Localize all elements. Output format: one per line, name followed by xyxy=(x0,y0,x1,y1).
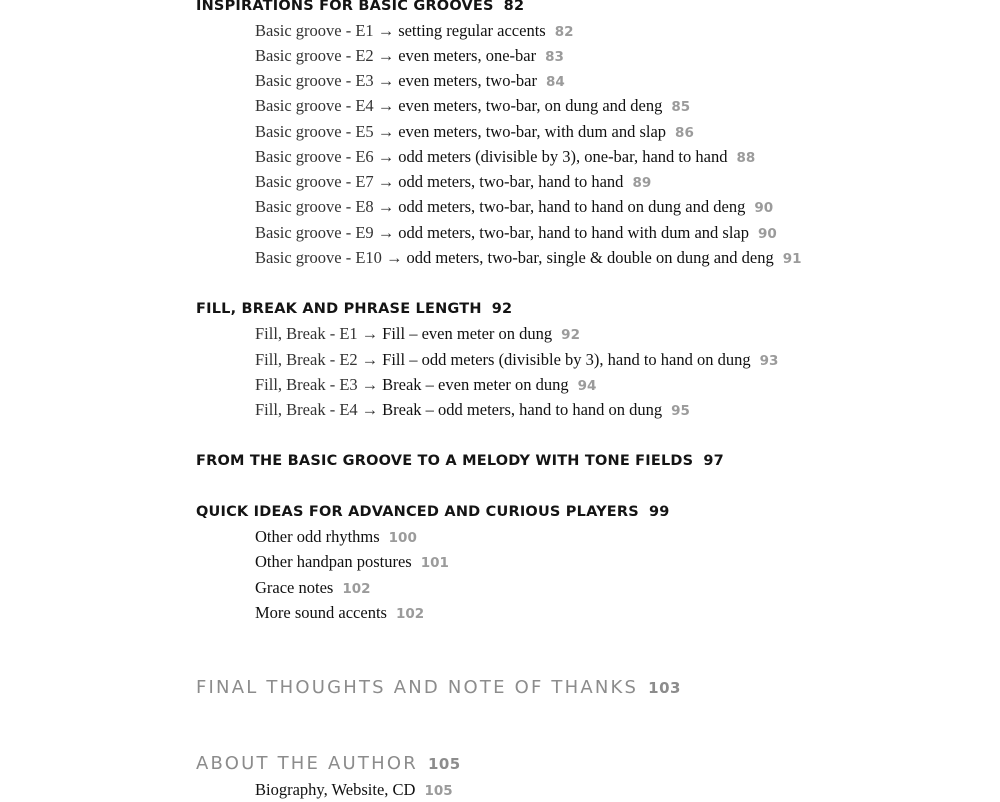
page-number: 82 xyxy=(554,24,574,40)
toc-entry xyxy=(255,551,449,574)
entry-prefix: Basic groove - E7 xyxy=(255,172,374,191)
entry-prefix: Basic groove - E9 xyxy=(255,223,374,242)
toc-entry xyxy=(255,323,580,346)
page-number: 99 xyxy=(648,504,670,520)
section-heading xyxy=(196,299,512,319)
section-heading-text: FILL, BREAK AND PHRASE LENGTH xyxy=(196,301,482,317)
entry-title: Other odd rhythms xyxy=(255,527,380,546)
page-number: 90 xyxy=(754,200,774,216)
page-number: 92 xyxy=(491,301,513,317)
entry-title: Fill – odd meters (divisible by 3), hand to hand on dung xyxy=(382,350,751,369)
entry-title: Fill – even meter on dung xyxy=(382,324,553,343)
arrow-icon: → xyxy=(361,400,379,419)
toc-entry xyxy=(255,146,755,169)
page-number: 89 xyxy=(632,175,652,191)
page-number: 97 xyxy=(703,453,724,469)
section-heading-text: FROM THE BASIC GROOVE TO A MELODY WITH TONE FIELDS xyxy=(196,453,694,469)
toc-entry xyxy=(255,45,564,68)
toc-entry xyxy=(255,349,778,372)
entry-prefix: Fill, Break - E1 xyxy=(255,324,358,343)
entry-title: Other handpan postures xyxy=(255,552,412,571)
page-number: 88 xyxy=(736,150,756,166)
page-number: 102 xyxy=(395,606,425,622)
arrow-icon: → xyxy=(377,147,395,166)
entry-prefix: Fill, Break - E4 xyxy=(255,400,358,419)
section-heading xyxy=(196,451,724,471)
toc-entry xyxy=(255,247,802,270)
toc-entry xyxy=(255,171,651,194)
entry-prefix: Basic groove - E6 xyxy=(255,147,374,166)
toc-entry xyxy=(255,121,694,144)
entry-title: even meters, two-bar, with dum and slap xyxy=(398,122,667,141)
arrow-icon: → xyxy=(361,375,379,394)
page-number: 86 xyxy=(675,125,694,141)
toc-entry xyxy=(255,374,596,397)
entry-title: Biography, Website, CD xyxy=(255,780,416,799)
entry-title: setting regular accents xyxy=(398,21,546,40)
page-number: 101 xyxy=(420,555,449,571)
page-number: 90 xyxy=(758,226,777,242)
toc-entry xyxy=(255,20,574,43)
page-number: 105 xyxy=(424,783,453,799)
arrow-icon: → xyxy=(377,21,395,40)
section-heading xyxy=(196,0,524,16)
page-number: 91 xyxy=(782,251,802,267)
entry-prefix: Basic groove - E10 xyxy=(255,248,382,267)
entry-prefix: Basic groove - E3 xyxy=(255,71,374,90)
arrow-icon: → xyxy=(377,122,395,141)
page-number: 95 xyxy=(671,403,690,419)
arrow-icon: → xyxy=(377,197,395,216)
page-number: 94 xyxy=(577,378,597,394)
arrow-icon: → xyxy=(377,172,395,191)
section-heading-text: QUICK IDEAS FOR ADVANCED AND CURIOUS PLAYERS xyxy=(196,504,639,520)
toc-entry xyxy=(255,526,417,549)
entry-title: odd meters, two-bar, hand to hand on dung and deng xyxy=(398,197,746,216)
entry-title: even meters, two-bar, on dung and deng xyxy=(398,96,663,115)
entry-title: Grace notes xyxy=(255,578,334,597)
entry-prefix: Fill, Break - E2 xyxy=(255,350,358,369)
toc-entry xyxy=(255,222,777,245)
page-number: 82 xyxy=(503,0,525,14)
entry-title: even meters, two-bar xyxy=(398,71,538,90)
page-number: 100 xyxy=(388,530,417,546)
arrow-icon: → xyxy=(361,324,379,343)
page-number: 105 xyxy=(427,755,461,773)
entry-title: Break – even meter on dung xyxy=(382,375,569,394)
entry-prefix: Fill, Break - E3 xyxy=(255,375,358,394)
page-number: 84 xyxy=(546,74,565,90)
arrow-icon: → xyxy=(377,223,395,242)
chapter-heading xyxy=(196,752,461,776)
page-number: 92 xyxy=(561,327,580,343)
toc-entry xyxy=(255,196,773,219)
page-number: 102 xyxy=(342,581,371,597)
entry-title: Break – odd meters, hand to hand on dung xyxy=(382,400,663,419)
toc-entry xyxy=(255,95,690,118)
page-number: 85 xyxy=(671,99,691,115)
toc-entry xyxy=(255,577,371,600)
chapter-heading-text: FINAL THOUGHTS AND NOTE OF THANKS xyxy=(196,677,639,698)
page-number: 103 xyxy=(648,679,681,697)
arrow-icon: → xyxy=(377,46,395,65)
entry-prefix: Basic groove - E8 xyxy=(255,197,374,216)
page-number: 83 xyxy=(545,49,564,65)
arrow-icon: → xyxy=(377,96,395,115)
section-heading-text: INSPIRATIONS FOR BASIC GROOVES xyxy=(196,0,494,14)
page-number: 93 xyxy=(759,353,779,369)
section-heading xyxy=(196,502,670,522)
arrow-icon: → xyxy=(361,350,379,369)
chapter-heading xyxy=(196,676,681,700)
toc-entry xyxy=(255,602,424,625)
toc-entry xyxy=(255,70,565,93)
entry-prefix: Basic groove - E4 xyxy=(255,96,374,115)
entry-title: odd meters (divisible by 3), one-bar, hand to hand xyxy=(398,147,728,166)
toc-entry xyxy=(255,399,690,422)
arrow-icon: → xyxy=(385,248,403,267)
entry-prefix: Basic groove - E1 xyxy=(255,21,374,40)
entry-title: even meters, one-bar xyxy=(398,46,537,65)
arrow-icon: → xyxy=(377,71,395,90)
entry-prefix: Basic groove - E5 xyxy=(255,122,374,141)
entry-title: More sound accents xyxy=(255,603,387,622)
entry-title: odd meters, two-bar, single & double on dung and deng xyxy=(406,248,774,267)
entry-prefix: Basic groove - E2 xyxy=(255,46,374,65)
entry-title: odd meters, two-bar, hand to hand xyxy=(398,172,624,191)
chapter-heading-text: ABOUT THE AUTHOR xyxy=(196,753,418,774)
entry-title: odd meters, two-bar, hand to hand with dum and slap xyxy=(398,223,749,242)
toc-entry xyxy=(255,779,453,802)
